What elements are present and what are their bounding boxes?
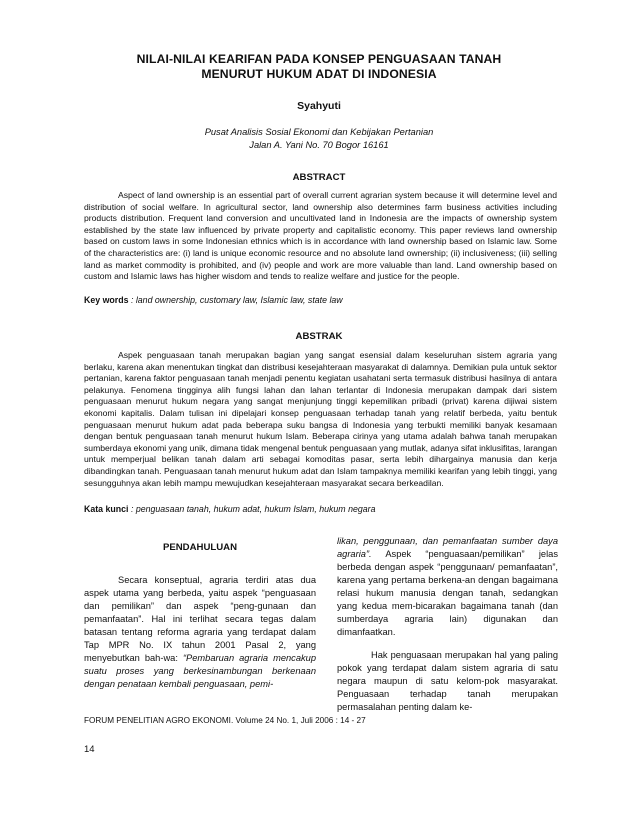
right-col-normal: Aspek “penguasaan/pemilikan” jelas berbeda dengan aspek “penggunaan/ pemanfaatan”, karena yang pertama berkena-an dengan bagaimana relasi hukum manusia dengan tanah, sedangkan yang kedua mem-bicarakan bagaimana tanah (dan sumberdaya agraria lain) digunakan dan dimanfaatkan. [337,549,558,637]
keywords [84,294,557,306]
right-paragraph-1 [337,535,558,639]
abstract-body [84,190,557,283]
kata-kunci [84,503,557,515]
keywords-label: Key words [84,295,129,305]
author-name: Syahyuti [297,100,341,112]
abstrak-heading: ABSTRAK [295,331,343,342]
kata-kunci-label: Kata kunci [84,504,129,514]
abstrak-body [84,350,557,489]
right-paragraph-2 [337,649,558,714]
keywords-text: : land ownership, customary law, Islamic law, state law [128,295,343,305]
left-col-italic: “Pembaruan agraria mencakup suatu proses yang berkesinambungan berkenaan dengan penataan kembali penguasaan, pemi- [84,653,316,689]
section-heading: PENDAHULUAN [162,542,238,553]
abstrak-text: Aspek penguasaan tanah merupakan bagian yang sangat esensial dalam keseluruhan sistem agraria yang berlaku, karena akan menentukan tingkat dan distribusi kesejahteraan masyarakat di dalamnya. Demikian pula untuk sektor pertanian, karena faktor penguasaan tanah menjadi penentu kegiatan usahatani serta termasuk distribusi hasilnya di antara pelakunya. Fenomena tingginya alih fungsi lahan dan lahan terlantar di Indonesia merupakan dampak dari sistem penguasaan menurut hukum negara yang sangat menjunjung tinggi kepemilikan pribadi (privat) karena dijiwai sistem ekonomi kapitalis. Dalam tulisan ini dipelajari konsep penguasaan terhadap tanah yang relatif berbeda, yaitu bentuk penguasaan menurut hukum adat pada beberapa suku bangsa di Indonesia yang terbukti memiliki banyak kesamaan dengan bentuk penguasaan tanah menurut hukum Islam. Beberapa cirinya yang utama adalah bahwa tanah merupakan sumberdaya ekonomi yang unik, dimana tidak mengenal bentuk penguasaan yang mutlak, adanya sifat inklusifitas, larangan untuk memperjual belikan tanah dalam arti sebagai komoditas pasar, serta lebih dihargainya manusia dan kerja dibandingkan tanah. Penguasaan tanah menurut hukum adat dan Islam tampaknya memiliki kearifan yang lebih tinggi, yang sesungguhnya akan lebih mampu mewujudkan kesejahteraan masyarakat secara berkeadilan. [84,350,557,488]
abstract-text: Aspect of land ownership is an essential part of overall current agrarian system because it will determine level and distribution of social welfare. In agricultural sector, land ownership also determines farm business activities including products distribution. Frequent land conversion and uncultivated land in Indonesia are the impacts of ownership system established by the state law influenced by private property and capitalistic economy. This paper reviews land ownership based on custom laws in some Indonesian ethnics which is in accordance with land ownership based on Islamic law. Some of the characteristics are: (i) land is unique economic resource and no absolute land ownership; (ii) inclusiveness; (iii) selling land as market commodity is prohibited, and (iv) people and work are more valuable than land. Land ownership based on custom and Islamic laws has higher wisdom and tends to realize welfare and justice for the people. [84,190,557,282]
affiliation-line-1: Pusat Analisis Sosial Ekonomi dan Kebijakan Pertanian [204,127,434,137]
paper-title [60,52,578,82]
right-col-italic: likan, penggunaan, dan pemanfaatan sumber daya agraria”. [337,536,558,559]
title-line-1: NILAI-NILAI KEARIFAN PADA KONSEP PENGUASAAN TANAH [136,52,502,66]
abstract-heading: ABSTRACT [292,172,346,183]
left-paragraph [84,574,316,691]
right-column [337,535,558,714]
title-line-2: MENURUT HUKUM ADAT DI INDONESIA [201,67,437,81]
right-col-p2: Hak penguasaan merupakan hal yang paling pokok yang terdapat dalam sistem agraria di satu negara maupun di satu kelom-pok masyarakat. Penguasaan terhadap tanah merupakan permasalahan penting dalam ke- [337,650,558,712]
affiliation [60,126,578,152]
left-column [84,542,316,691]
page-number: 14 [84,744,95,755]
journal-footer: FORUM PENELITIAN AGRO EKONOMI. Volume 24 No. 1, Juli 2006 : 14 - 27 [84,716,366,725]
affiliation-line-2: Jalan A. Yani No. 70 Bogor 16161 [249,140,389,150]
left-col-normal: Secara konseptual, agraria terdiri atas dua aspek utama yang berbeda, yaitu aspek “penguasaan dan pemilikan” dan aspek “peng-gunaan dan pemanfaatan”. Hal ini terlihat secara tegas dalam batasan tentang reforma agraria yang terdapat dalam Tap MPR No. IX tahun 2001 Pasal 2, yang menyebutkan bah-wa: [84,575,316,663]
kata-kunci-text: : penguasaan tanah, hukum adat, hukum Islam, hukum negara [128,504,376,514]
